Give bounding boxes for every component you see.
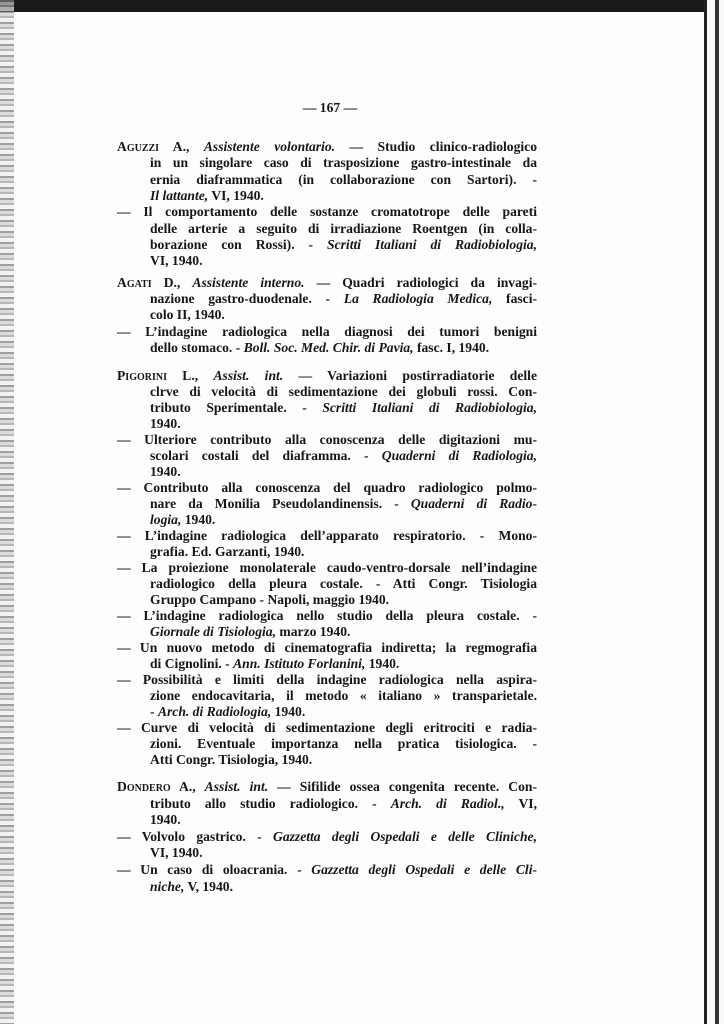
text-segment: — Un nuovo metodo di cinematografia indiretta; la regmografia	[117, 640, 537, 655]
text-segment: di Cignolini. -	[150, 656, 234, 671]
text-segment: — L’indagine radiologica dell’apparato respiratorio. - Mono-	[117, 528, 537, 543]
text-segment: — Sifilide ossea congenita recente. Con-	[268, 779, 537, 794]
entry-continuation-line	[150, 736, 537, 752]
entry-continuation-line	[150, 544, 537, 560]
text-segment: nare da Monilia Pseudolandinensis. -	[150, 496, 411, 511]
italic-title: Ann. Istituto Forlanini,	[233, 656, 366, 671]
text-segment: nazione gastro-duodenale. -	[150, 291, 344, 307]
text-segment: 1940.	[365, 656, 400, 671]
entry-first-line	[117, 275, 537, 291]
entry-continuation-line	[150, 400, 537, 416]
text-segment: 1940.	[150, 464, 181, 479]
entry-continuation-line	[150, 576, 537, 592]
entry-first-line	[117, 862, 537, 878]
text-segment: fasci-	[492, 291, 538, 307]
text-segment: 1940.	[271, 704, 306, 719]
entry-continuation-line	[150, 512, 537, 528]
entry-continuation-line	[150, 812, 537, 828]
text-segment: — Possibilità e limiti della indagine radiologica nella aspira-	[117, 672, 537, 687]
entry-continuation-line	[150, 221, 537, 237]
entry-continuation-line	[150, 416, 537, 432]
text-segment: — Volvolo gastrico. -	[117, 828, 273, 844]
text-segment: — Studio clinico-radiologico	[335, 139, 537, 154]
text-segment: A.,	[159, 139, 204, 154]
entry-first-line	[117, 324, 537, 340]
text-segment: tributo Sperimentale. -	[150, 400, 323, 415]
text-segment: Gruppo Campano - Napoli, maggio 1940.	[150, 592, 390, 607]
text-segment: — Il comportamento delle sostanze cromatotrope delle pareti	[117, 204, 537, 220]
entry-continuation-line	[150, 237, 537, 253]
text-segment: radiologico della pleura costale. - Atti Congr. Tisiologia	[150, 576, 537, 591]
text-segment: L.,	[166, 368, 214, 383]
italic-title: Boll. Soc. Med. Chir. di Pavia,	[243, 339, 414, 355]
text-segment: — L’indagine radiologica nella diagnosi dei tumori benigni	[117, 323, 537, 339]
text-segment: — Curve di velocità di sedimentazione degli eritrociti e radia-	[117, 720, 537, 735]
text-segment: — L’indagine radiologica nello studio della pleura costale. -	[117, 608, 537, 623]
text-segment: in un singolare caso di trasposizione gastro-intestinale da	[150, 155, 537, 171]
entry-first-line	[117, 368, 537, 384]
italic-title: Gazzetta degli Ospedali e delle Cli-	[311, 862, 537, 877]
entry-first-line	[117, 528, 537, 544]
text-segment: 1940.	[150, 812, 181, 828]
entry-continuation-line	[150, 464, 537, 480]
entry-continuation-line	[150, 172, 537, 188]
entry-continuation-line	[150, 688, 537, 704]
italic-title: Giornale di Tisiologia,	[150, 624, 277, 639]
entry-continuation-line	[150, 624, 537, 640]
entry-continuation-line	[150, 704, 537, 720]
entry-first-line	[117, 640, 537, 656]
italic-title: Il lattante,	[150, 187, 209, 203]
text-segment: 1940.	[150, 416, 181, 431]
italic-title: niche,	[150, 878, 185, 894]
text-segment: marzo 1940.	[276, 624, 351, 639]
entry-continuation-line	[150, 448, 537, 464]
italic-title: Assist. int.	[213, 368, 284, 383]
author-name: Pigorini	[117, 368, 167, 383]
italic-title: La Radiologia Medica,	[343, 291, 493, 307]
text-segment: — Quadri radiologici da invagi-	[304, 275, 538, 290]
page-number: — 167 —	[302, 100, 358, 115]
text-segment: — Variazioni postirradiatorie delle	[283, 368, 537, 383]
text-segment: delle arterie a seguito di irradiazione Roentgen (in colla-	[150, 220, 537, 236]
text-segment: — Contributo alla conoscenza del quadro radiologico polmo-	[117, 480, 537, 495]
italic-title: Arch. di Radiologia,	[157, 704, 272, 719]
entry-first-line	[117, 560, 537, 576]
entry-continuation-line	[150, 253, 537, 269]
text-segment: 1940.	[181, 512, 216, 527]
entry-continuation-line	[150, 879, 537, 895]
entry-continuation-line	[150, 307, 537, 323]
italic-title: Assistente volontario.	[203, 139, 336, 154]
entry-continuation-line	[150, 340, 537, 356]
entry-first-line	[117, 720, 537, 736]
entry-first-line	[117, 432, 537, 448]
text-segment: — Un caso di oloacrania. -	[117, 862, 312, 877]
text-segment: VI, 1940.	[150, 253, 203, 269]
italic-title: Assist. int.	[204, 779, 269, 794]
text-segment: VI,	[504, 795, 537, 811]
entry-first-line	[117, 480, 537, 496]
entry-first-line	[117, 139, 537, 155]
italic-title: Scritti Italiani di Radiobiologia,	[322, 400, 537, 415]
text-segment: scolari costali del diaframma. -	[150, 448, 382, 463]
italic-title: Scritti Italiani di Radiobiologia,	[327, 236, 537, 252]
entry-continuation-line	[150, 291, 537, 307]
scan-right-edge	[704, 0, 724, 1024]
entry-continuation-line	[150, 188, 537, 204]
text-segment: A.,	[170, 779, 205, 794]
text-segment: -	[150, 704, 158, 719]
text-segment: borazione con Rossi). -	[150, 236, 328, 252]
italic-title: Quaderni di Radiologia,	[381, 448, 537, 463]
text-segment: — La proiezione monolaterale caudo-ventro-dorsale nell’indagine	[117, 560, 537, 575]
text-segment: colo II, 1940.	[150, 307, 225, 323]
scan-top-border	[0, 0, 724, 12]
text-segment: zione endocavitaria, il metodo « italiano » transparietale.	[150, 688, 537, 703]
text-segment: VI, 1940.	[150, 845, 203, 861]
text-segment: zioni. Eventuale importanza nella pratica tisiologica. -	[150, 736, 537, 751]
author-name: Dondero	[117, 779, 171, 794]
text-segment: D.,	[151, 275, 193, 290]
entry-continuation-line	[150, 752, 537, 768]
italic-title: Gazzetta degli Ospedali e delle Cliniche,	[273, 828, 537, 844]
author-name: Aguzzi	[117, 139, 160, 154]
text-segment: dello stomaco. -	[150, 339, 244, 355]
entry-continuation-line	[150, 155, 537, 171]
italic-title: Assistente interno.	[192, 275, 305, 290]
italic-title: Quaderni di Radio-	[410, 496, 538, 511]
text-segment: — Ulteriore contributo alla conoscenza delle digitazioni mu-	[117, 432, 537, 447]
entry-continuation-line	[150, 496, 537, 512]
author-name: Agati	[117, 275, 152, 290]
text-segment: fasc. I, 1940.	[413, 339, 490, 355]
text-segment: grafia. Ed. Garzanti, 1940.	[150, 544, 305, 559]
entry-first-line	[117, 608, 537, 624]
scan-left-edge	[0, 0, 14, 1024]
text-segment: ernia diaframmatica (in collaborazione con Sartori). -	[150, 171, 537, 187]
entry-continuation-line	[150, 845, 537, 861]
entry-first-line	[117, 672, 537, 688]
text-segment: V, 1940.	[184, 878, 233, 894]
entry-continuation-line	[150, 656, 537, 672]
entry-first-line	[117, 779, 537, 795]
italic-title: logia,	[150, 512, 182, 527]
entry-continuation-line	[150, 796, 537, 812]
text-segment: clrve di velocità di sedimentazione dei globuli rossi. Con-	[150, 384, 537, 399]
entry-continuation-line	[150, 384, 537, 400]
entry-first-line	[117, 204, 537, 220]
text-segment: tributo allo studio radiologico. -	[150, 795, 391, 811]
entry-first-line	[117, 829, 537, 845]
text-segment: Atti Congr. Tisiologia, 1940.	[150, 752, 313, 767]
text-segment: VI, 1940.	[208, 187, 264, 203]
italic-title: Arch. di Radiol.,	[390, 795, 505, 811]
entry-continuation-line	[150, 592, 537, 608]
